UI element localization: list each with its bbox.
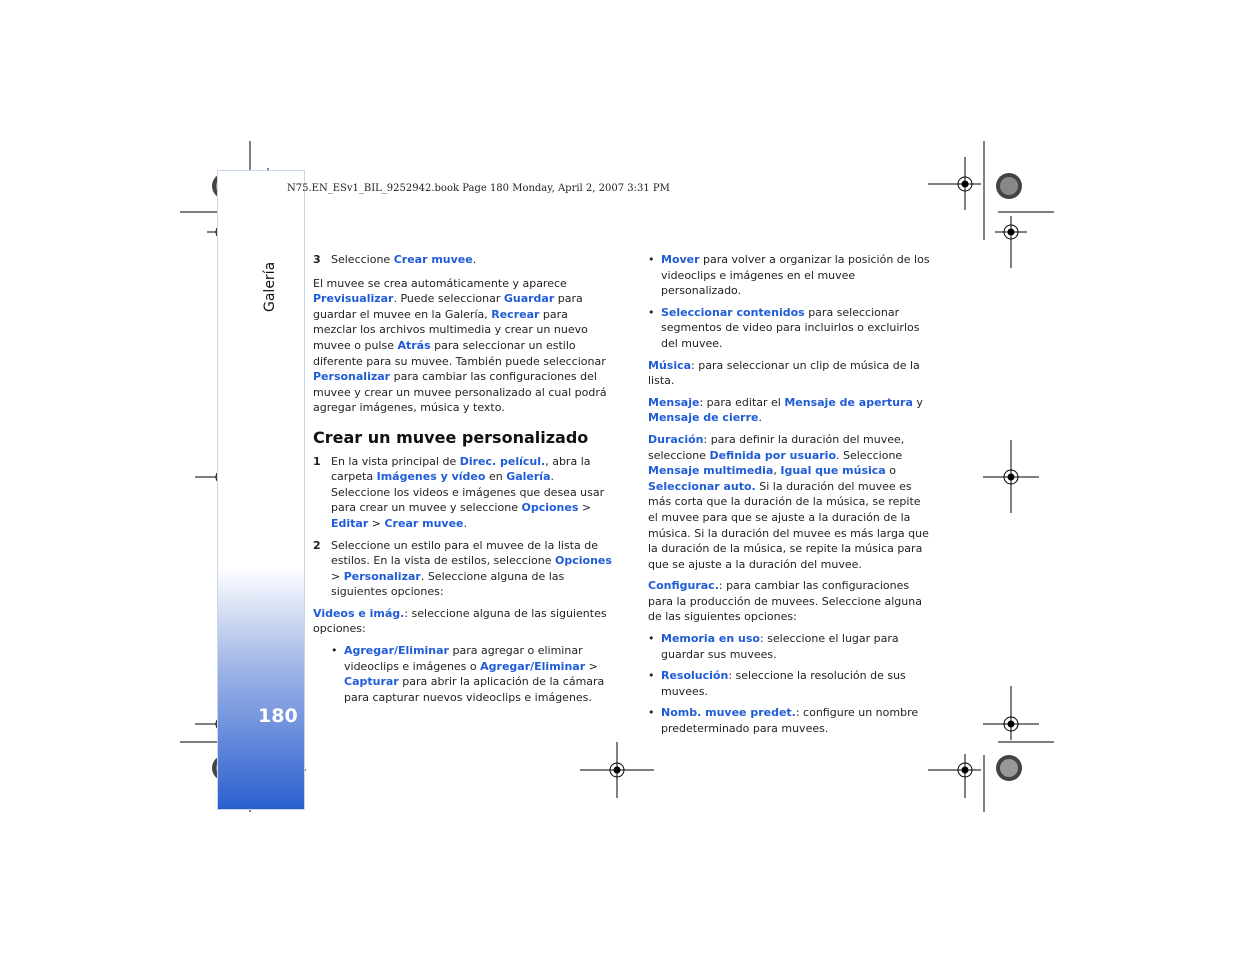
- bullet-text: [661, 252, 933, 299]
- text: . Seleccione alguna de las siguientes opciones:: [331, 569, 565, 599]
- text: para seleccionar segmentos de video para incluirlos o excluirlos del muvee.: [661, 305, 920, 350]
- link-resolucion[interactable]: Resolución: [661, 669, 729, 683]
- text: En la vista principal de: [331, 454, 460, 468]
- left-column: [313, 252, 613, 711]
- bullet-text: [661, 631, 933, 662]
- link-mensaje[interactable]: Mensaje: [648, 395, 700, 409]
- link-editar[interactable]: Editar: [331, 516, 369, 530]
- text: . Seleccione: [836, 448, 903, 462]
- separator: >: [578, 501, 592, 515]
- link-opciones[interactable]: Opciones: [521, 501, 579, 515]
- link-opciones[interactable]: Opciones: [555, 554, 612, 568]
- bullet-mover: [648, 252, 933, 299]
- link-imagenes-video[interactable]: Imágenes y vídeo: [376, 470, 486, 484]
- step-text: [331, 252, 613, 268]
- link-igual-que-musica[interactable]: Igual que música: [780, 464, 886, 478]
- text: en: [485, 470, 507, 484]
- link-duracion[interactable]: Duración: [648, 432, 704, 446]
- bullet-dot: •: [331, 644, 338, 658]
- link-seleccionar-auto[interactable]: Seleccionar auto.: [648, 479, 756, 493]
- text: . Puede seleccionar: [393, 292, 504, 306]
- step-number: 3: [313, 253, 321, 266]
- link-galeria[interactable]: Galería: [506, 470, 551, 484]
- step-text: [331, 538, 613, 600]
- page-number: 180: [258, 705, 298, 727]
- text: o: [885, 464, 896, 478]
- bullet-resolucion: [648, 668, 933, 699]
- link-configurac[interactable]: Configurac.: [648, 579, 719, 593]
- text: : seleccione el lugar para guardar sus muvees.: [661, 632, 899, 661]
- link-musica[interactable]: Música: [648, 358, 692, 372]
- link-videos-imag[interactable]: Videos e imág.: [313, 606, 405, 620]
- text: : para cambiar las configuraciones para la producción de muvees. Seleccione alguna de las siguientes opciones:: [648, 579, 922, 624]
- link-agregar-eliminar[interactable]: Agregar/Eliminar: [344, 644, 449, 658]
- link-mensaje-cierre[interactable]: Mensaje de cierre: [648, 411, 759, 425]
- link-recrear[interactable]: Recrear: [491, 307, 540, 321]
- mensaje-paragraph: [648, 395, 933, 426]
- text: : seleccione alguna de las siguientes opciones:: [313, 606, 607, 636]
- link-mensaje-apertura[interactable]: Mensaje de apertura: [784, 395, 913, 409]
- link-definida-por-usuario[interactable]: Definida por usuario: [709, 448, 836, 462]
- intro-paragraph: [313, 276, 613, 416]
- link-nomb-muvee-predet[interactable]: Nomb. muvee predet.: [661, 706, 796, 720]
- text: El muvee se crea automáticamente y aparece: [313, 276, 567, 290]
- text: para guardar el muvee en la Galería,: [313, 292, 583, 321]
- text: : configure un nombre predeterminado para muvees.: [661, 706, 919, 736]
- text: para cambiar las configuraciones del muvee y crear un muvee personalizado al cual podrá agregar imágenes, música y texto.: [313, 370, 607, 415]
- text: para abrir la aplicación de la cámara para capturar nuevos videoclips e imágenes.: [344, 675, 605, 704]
- link-personalizar[interactable]: Personalizar: [343, 569, 421, 583]
- bullet-agregar: [331, 643, 613, 705]
- bullet-text: [661, 668, 933, 699]
- link-memoria-en-uso[interactable]: Memoria en uso: [661, 632, 760, 646]
- bullet-dot: •: [648, 706, 655, 720]
- bullet-nombre: [648, 705, 933, 736]
- link-agregar-eliminar[interactable]: Agregar/Eliminar: [480, 659, 586, 673]
- link-crear-muvee[interactable]: Crear muvee: [393, 253, 473, 266]
- step-3: [313, 252, 613, 268]
- link-mover[interactable]: Mover: [661, 253, 700, 266]
- duracion-paragraph: [648, 432, 933, 572]
- text: .: [758, 411, 762, 425]
- link-capturar[interactable]: Capturar: [344, 675, 399, 689]
- text: para seleccionar un estilo diferente para su muvee. También puede seleccionar: [313, 338, 606, 368]
- text: y: [912, 395, 923, 409]
- bullet-text: [661, 705, 933, 736]
- text: Si la duración del muvee es más corta que la duración de la música, se repite el muvee para que se ajuste a la duración de la música. Si la duración del muvee es más larga que la duración de la música, se repite la música para que se ajuste a la duración del muvee.: [648, 479, 929, 571]
- text: ,: [773, 464, 781, 478]
- videos-option: [313, 606, 613, 637]
- bullet-memoria: [648, 631, 933, 662]
- section-heading: Crear un muvee personalizado: [313, 427, 589, 447]
- text: , abra la carpeta: [331, 454, 591, 484]
- text: para mezclar los archivos multimedia y crear un nuevo muvee o pulse: [313, 307, 588, 352]
- text: : para editar el: [699, 395, 785, 409]
- file-header: N75.EN_ESv1_BIL_9252942.book Page 180 Monday, April 2, 2007 3:31 PM: [287, 183, 670, 194]
- bullet-text: [344, 643, 613, 705]
- section-label: Galería: [262, 261, 278, 312]
- text: para volver a organizar la posición de los videoclips e imágenes en el muvee personalizado.: [661, 253, 930, 298]
- text: para agregar o eliminar videoclips e imágenes o: [344, 644, 583, 673]
- link-personalizar[interactable]: Personalizar: [313, 370, 391, 384]
- separator: >: [585, 659, 598, 673]
- link-direc-pelicul[interactable]: Direc. películ.: [459, 454, 546, 468]
- text: .: [463, 516, 468, 530]
- step-text: [331, 454, 613, 532]
- link-atras[interactable]: Atrás: [397, 338, 431, 352]
- bullet-dot: •: [648, 253, 655, 266]
- configurac-paragraph: [648, 578, 933, 625]
- text: : para definir la duración del muvee, seleccione: [648, 432, 905, 462]
- step-2: [313, 538, 613, 600]
- step-number: 2: [313, 538, 321, 552]
- right-column: [648, 252, 933, 743]
- bullet-dot: •: [648, 305, 655, 319]
- text: .: [472, 253, 477, 266]
- step-number: 1: [313, 454, 321, 468]
- bullet-text: [661, 305, 933, 352]
- link-guardar[interactable]: Guardar: [503, 292, 555, 306]
- bullet-dot: •: [648, 632, 655, 646]
- separator: >: [331, 569, 344, 583]
- link-previsualizar[interactable]: Previsualizar: [313, 292, 394, 306]
- bullet-dot: •: [648, 669, 655, 683]
- text: : para seleccionar un clip de música de la lista.: [648, 358, 920, 388]
- link-crear-muvee[interactable]: Crear muvee: [384, 516, 464, 530]
- musica-paragraph: [648, 358, 933, 389]
- link-mensaje-multimedia[interactable]: Mensaje multimedia: [648, 464, 774, 478]
- text: Seleccione: [331, 253, 394, 266]
- text: . Seleccione los videos e imágenes que desea usar para crear un muvee y seleccione: [331, 470, 605, 515]
- text: Seleccione un estilo para el muvee de la lista de estilos. En la vista de estilos, seleccione: [331, 538, 598, 568]
- separator: >: [368, 516, 385, 530]
- link-seleccionar-contenidos[interactable]: Seleccionar contenidos: [661, 305, 805, 319]
- bullet-seleccionar: [648, 305, 933, 352]
- text: : seleccione la resolución de sus muvees.: [661, 669, 906, 698]
- step-1: [313, 454, 613, 532]
